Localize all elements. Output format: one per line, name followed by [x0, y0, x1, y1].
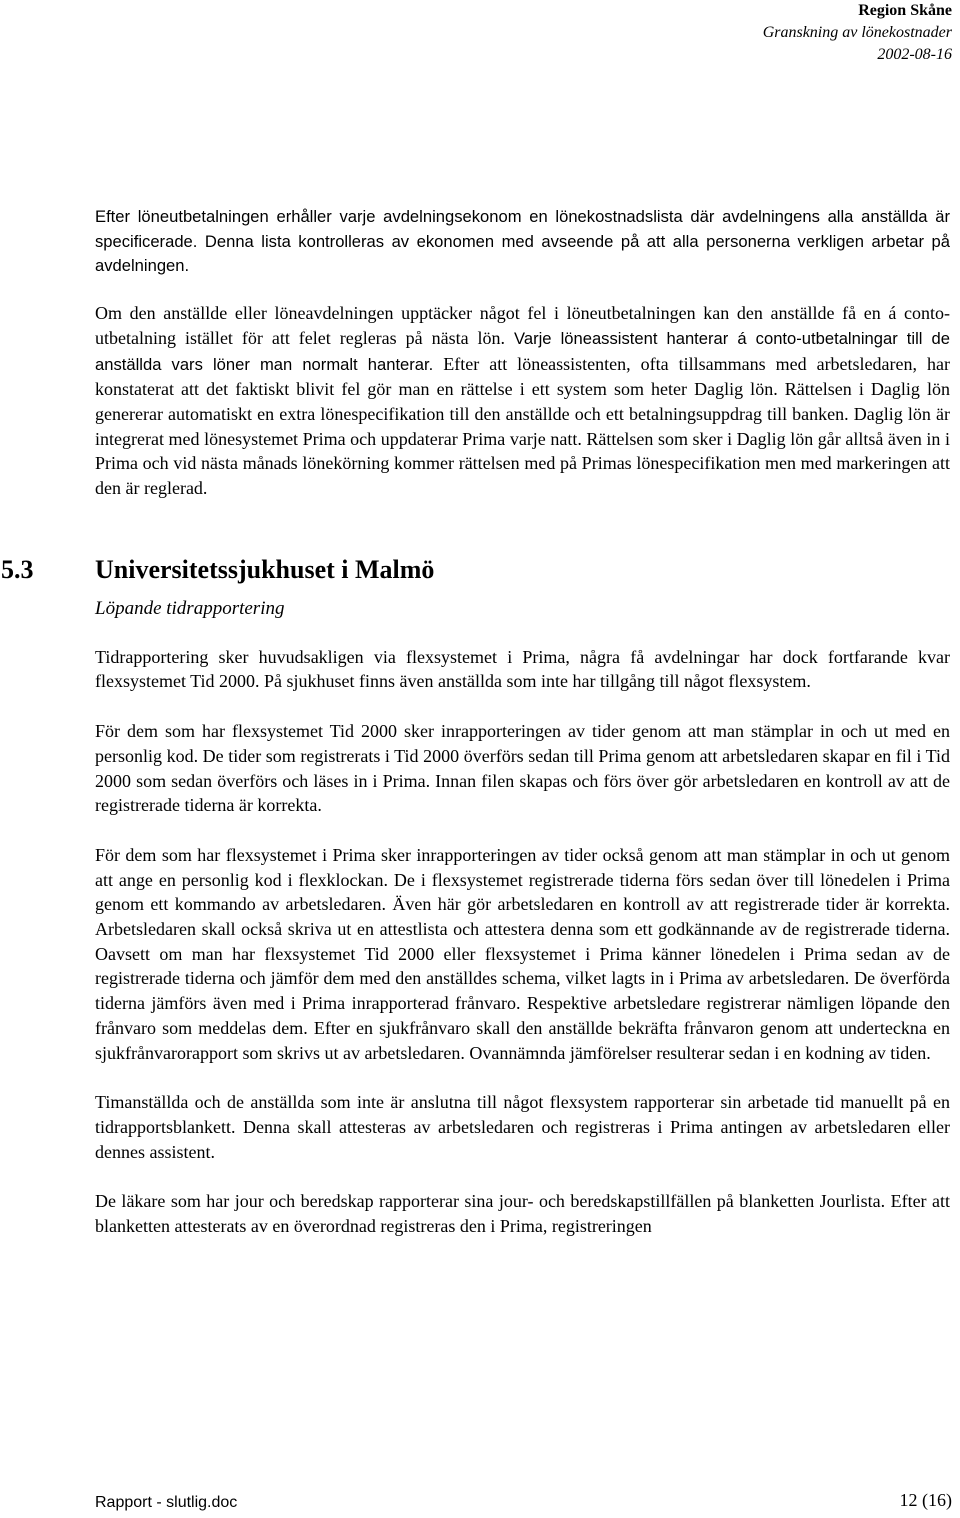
- document-body: [1, 205, 950, 1239]
- paragraph-tid2000: För dem som har flexsystemet Tid 2000 sker inrapporteringen av tider genom att man stämplar in och ut med en personlig kod. De tider som registrerats i Tid 2000 överförs sedan till Prima genom att arbetsledaren skapar en fil i Tid 2000 som sedan överförs och läses in i Prima. Innan filen skapas och förs över gör arbetsledaren en kontroll av att de registrerade tiderna är korrekta.: [95, 721, 950, 816]
- header-date: 2002-08-16: [877, 46, 952, 63]
- section-heading: [1, 554, 950, 585]
- page-header: [763, 0, 952, 66]
- paragraph-aconto-sans: Varje löneassistent hanterar á conto-utbetalningar till de anställda vars löner man normalt hanterar.: [95, 328, 950, 374]
- paragraph-rattelse: Efter att löneassistenten, ofta tillsammans med arbetsledaren, har konstaterat att det faktiskt blivit fel gör man en rättelse i ett system som heter Daglig lön. Rättelsen i Daglig lön genererar automatiskt en extra lönespecifikation till den anställde och ett betalningsuppdrag till banken. Daglig lön är integrerat med lönesystemet Prima och uppdaterar Prima varje natt. Rättelsen som sker i Daglig lön går alltså även in i Prima och vid nästa månads lönekörning kommer rättelsen med på Primas lönespecifikation men med markeringen att den är reglerad.: [95, 353, 950, 499]
- footer-document-name: Rapport - slutlig.doc: [95, 1494, 238, 1511]
- section-subheading: Löpande tidrapportering: [95, 597, 285, 619]
- paragraph-flex-prima: För dem som har flexsystemet i Prima sker inrapporteringen av tider också genom att man stämplar in och ut genom att ange en personlig kod i flexklockan. De i flexsystemet registrerade tiderna förs sedan över till lönedelen i Prima genom ett kommando av arbetsledaren. Även här gör arbetsledaren en kontroll av att registrerade tider är korrekta. Arbetsledaren skall också skriva ut en attestlista och attestera denna som ett godkännande av de registrerade tiderna. Oavsett om man har flexsystemet Tid 2000 eller flexsystemet i Prima känner lönedelen i Prima sedan av de registrerade tiderna och jämför dem med den anställdes schema, vilket lagts in i Prima av arbetsledaren. De överförda tiderna jämförs även med i Prima inrapporterad frånvaro. Respektive arbetsledare registrerar nämligen löpande den frånvaro som meddelas dem. Efter en sjukfrånvaro skall den anställde bekräfta frånvaron genom att underteckna en sjukfrånvarorapport som skrivs ut av arbetsledaren. Ovannämnda jämförelser resulterar sedan i en kodning av tiden.: [95, 844, 950, 1063]
- header-title: Granskning av lönekostnader: [762, 24, 952, 41]
- header-organization: Region Skåne: [858, 2, 952, 19]
- paragraph-lakare-jour: De läkare som har jour och beredskap rapporterar sina jour- och beredskapstillfällen på blanketten Jourlista. Efter att blanketten attesterats av en överordnad registreras den i Prima, registreringen: [95, 1191, 950, 1237]
- section-title: Universitetssjukhuset i Malmö: [95, 554, 435, 584]
- paragraph-timanstallda: Timanställda och de anställda som inte är anslutna till något flexsystem rapporterar sin arbetade tid manuellt på en tidrapportsblankett. Denna skall attesteras av arbetsledaren och registreras i Prima antingen av arbetsledaren eller dennes assistent.: [95, 1092, 950, 1162]
- paragraph-felupptackt: [95, 301, 950, 501]
- footer-page-number: 12 (16): [899, 1490, 952, 1510]
- paragraph-kostnadslista: Efter löneutbetalningen erhåller varje avdelningsekonom en lönekostnadslista där avdelningens alla anställda är specificerade. Denna lista kontrolleras av ekonomen med avseende på att alla personerna verkligen arbetar på avdelningen.: [95, 207, 950, 276]
- section-number: 5.3: [1, 554, 34, 584]
- paragraph-felupptackt-serif: Om den anställde eller löneavdelningen upptäcker något fel i löneutbetalningen kan den anställde få en á conto-utbetalning istället för att felet regleras på nästa lön.: [95, 303, 950, 348]
- paragraph-tidrapportering: Tidrapportering sker huvudsakligen via flexsystemet i Prima, några få avdelningar har dock fortfarande kvar flexsystemet Tid 2000. På sjukhuset finns även anställda som inte har tillgång till något flexsystem.: [95, 646, 950, 692]
